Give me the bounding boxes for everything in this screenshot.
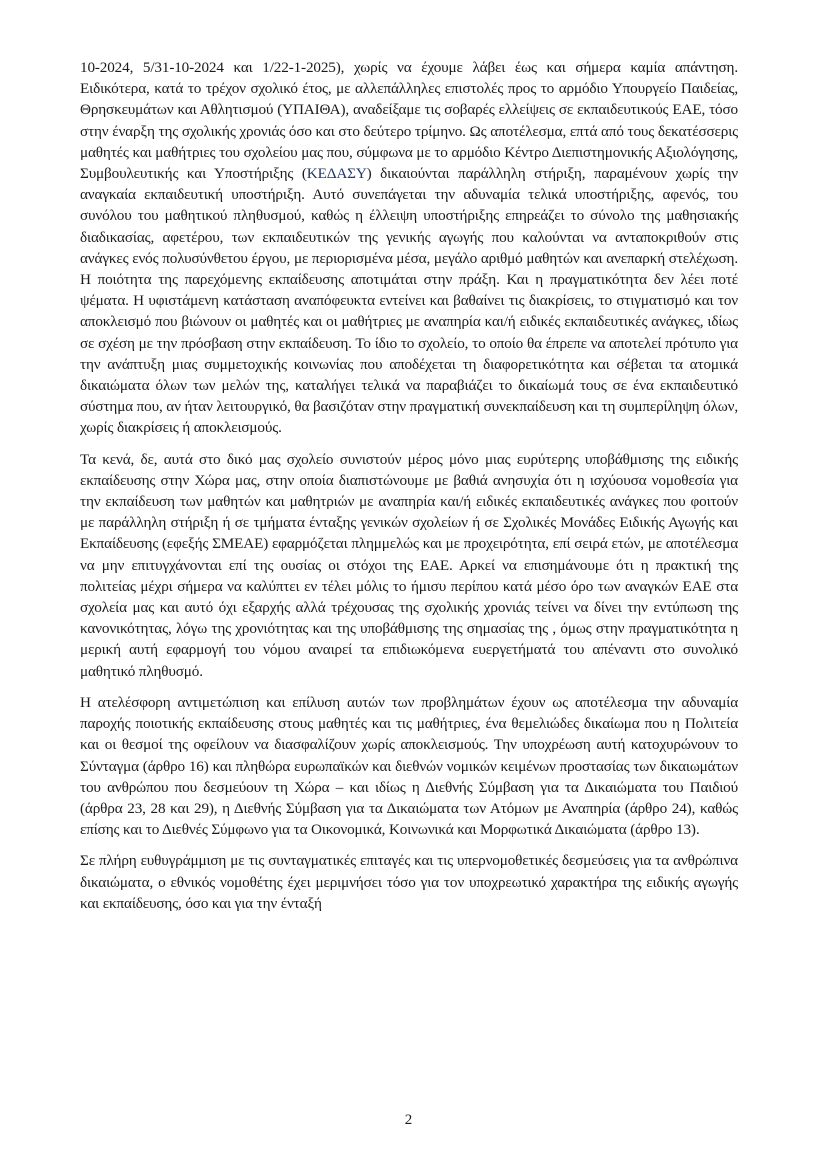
page-number: 2 <box>404 1112 413 1128</box>
document-page <box>80 57 738 924</box>
paragraph-1-text-after: ) δικαιούνται παράλληλη στήριξη, παραμένουν χωρίς την αναγκαία εκπαιδευτική υποστήριξη. Αυτό συνεπάγεται την αδυναμία τελικά υποστήριξης, αφενός, του συνόλου του μαθητικού πληθυσμού, καθώς η έλλειψη υποστήριξης επηρεάζει το σύνολο της μαθησιακής διαδικασίας, αφετέρου, των εκπαιδευτικών της γενικής αγωγής που καλούνται να ανταποκριθούν στις ανάγκες ενός πολυσύνθετου έργου, με περιορισμένα μέσα, μεγάλο αριθμό μαθητών και ανεπαρκή στελέχωση. Η ποιότητα της παρεχόμενης εκπαίδευσης αποτιμάται στην πράξη. Και η πραγματικότητα δεν λέει ποτέ ψέματα. Η υφιστάμενη κατάσταση αναπόφευκτα εντείνει και βαθαίνει τις διακρίσεις, το στιγματισμό και τον αποκλεισμό που βιώνουν οι μαθητές και οι μαθήτριες με αναπηρία και/ή ειδικές εκπαιδευτικές ανάγκες, ιδίως σε σχέση με την πρόσβαση στην εκπαίδευση. Το ίδιο το σχολείο, το οποίο θα έπρεπε να αποτελεί πρότυπο για την ανάπτυξη μιας συμμετοχικής κοινωνίας που αποδέχεται τη διαφορετικότητα και σέβεται τα ατομικά δικαιώματα όλων των μελών της, καταλήγει τελικά να παραβιάζει το δικαίωμά τους σε ένα εκπαιδευτικό σύστημα που, αν ήταν λειτουργικό, θα βασιζόταν στην πραγματική συνεκπαίδευση και τη συμπερίληψη όλων, χωρίς διακρίσεις ή αποκλεισμούς. <box>80 165 738 437</box>
paragraph-1 <box>80 57 738 439</box>
paragraph-1-text-before: 10-2024, 5/31-10-2024 και 1/22-1-2025), χωρίς να έχουμε λάβει έως και σήμερα καμία απάντηση. Ειδικότερα, κατά το τρέχον σχολικό έτος, με αλλεπάλληλες επιστολές προς το αρμόδιο Υπουργείο Παιδείας, Θρησκευμάτων και Αθλητισμού (ΥΠΑΙΘΑ), αναδείξαμε τις σοβαρές ελλείψεις σε εκπαιδευτικούς ΕΑΕ, τόσο στην έναρξη της σχολικής χρονιάς όσο και στο δεύτερο τρίμηνο. Ως αποτέλεσμα, επτά από τους δεκατέσσερις μαθητές και μαθήτριες του σχολείου μας που, σύμφωνα με το αρμόδιο Κέντρο Διεπιστημονικής Αξιολόγησης, Συμβουλευτικής και Υποστήριξης ( <box>80 59 738 183</box>
paragraph-2: Τα κενά, δε, αυτά στο δικό μας σχολείο συνιστούν μέρος μόνο μιας ευρύτερης υποβάθμισης της ειδικής εκπαίδευσης στην Χώρα μας, στην οποία διαπιστώνουμε με βαθιά ανησυχία ότι η ισχύουσα νομοθεσία για την εκπαίδευση των μαθητών και μαθητριών με αναπηρία και/ή ειδικές εκπαιδευτικές ανάγκες που φοιτούν με παράλληλη στήριξη ή σε τμήματα ένταξης γενικών σχολείων ή σε Σχολικές Μονάδες Ειδικής Αγωγής και Εκπαίδευσης (εφεξής ΣΜΕΑΕ) εφαρμόζεται πλημμελώς και με προχειρότητα, επί σειρά ετών, με αποτέλεσμα να μην επιτυγχάνονται επί της ουσίας οι στόχοι της ΕΑΕ. Αρκεί να επισημάνουμε ότι η πρακτική της πολιτείας μέχρι σήμερα να καλύπτει εν τέλει μόλις το ήμισυ περίπου κατά μέσο όρο των αναγκών ΕΑΕ στα σχολεία μας και αυτό όχι εξαρχής αλλά τρέχουσας της σχολικής χρονιάς τείνει να δίνει την εντύπωση της κανονικότητας, λόγω της χρονιότητας και της υποβάθμισης της σημασίας της , όμως στην πραγματικότητα η μερική αυτή εφαρμογή του νόμου αναιρεί τα επιδιωκόμενα ευεργετήματά του απέναντι στο συνολικό μαθητικό πληθυσμό. <box>80 450 738 680</box>
paragraph-3: Η ατελέσφορη αντιμετώπιση και επίλυση αυτών των προβλημάτων έχουν ως αποτέλεσμα την αδυναμία παροχής ποιοτικής εκπαίδευσης στους μαθητές και τις μαθήτριες, ένα θεμελιώδες δικαίωμα που η Πολιτεία και οι θεσμοί της οφείλουν να διασφαλίζουν χωρίς αποκλεισμούς. Την υποχρέωση αυτή κατοχυρώνουν το Σύνταγμα (άρθρο 16) και πληθώρα ευρωπαϊκών και διεθνών νομικών κειμένων προστασίας των δικαιωμάτων του ανθρώπου που δεσμεύουν τη Χώρα – και ιδίως η Διεθνής Σύμβαση για τα Δικαιώματα του Παιδιού (άρθρα 23, 28 και 29), η Διεθνής Σύμβαση για τα Δικαιώματα των Ατόμων με Αναπηρία (άρθρο 24), καθώς επίσης και το Διεθνές Σύμφωνο για τα Οικονομικά, Κοινωνικά και Μορφωτικά Δικαιώματα (άρθρο 13). <box>80 693 738 839</box>
kedasy-acronym: ΚΕΔΑΣΥ <box>306 165 367 183</box>
paragraph-4: Σε πλήρη ευθυγράμμιση με τις συνταγματικές επιταγές και τις υπερνομοθετικές δεσμεύσεις για τα ανθρώπινα δικαιώματα, ο εθνικός νομοθέτης έχει μεριμνήσει τόσο για τον υποχρεωτικό χαρακτήρα της ειδικής αγωγής και εκπαίδευσης, όσο και για την ένταξή <box>80 852 738 912</box>
